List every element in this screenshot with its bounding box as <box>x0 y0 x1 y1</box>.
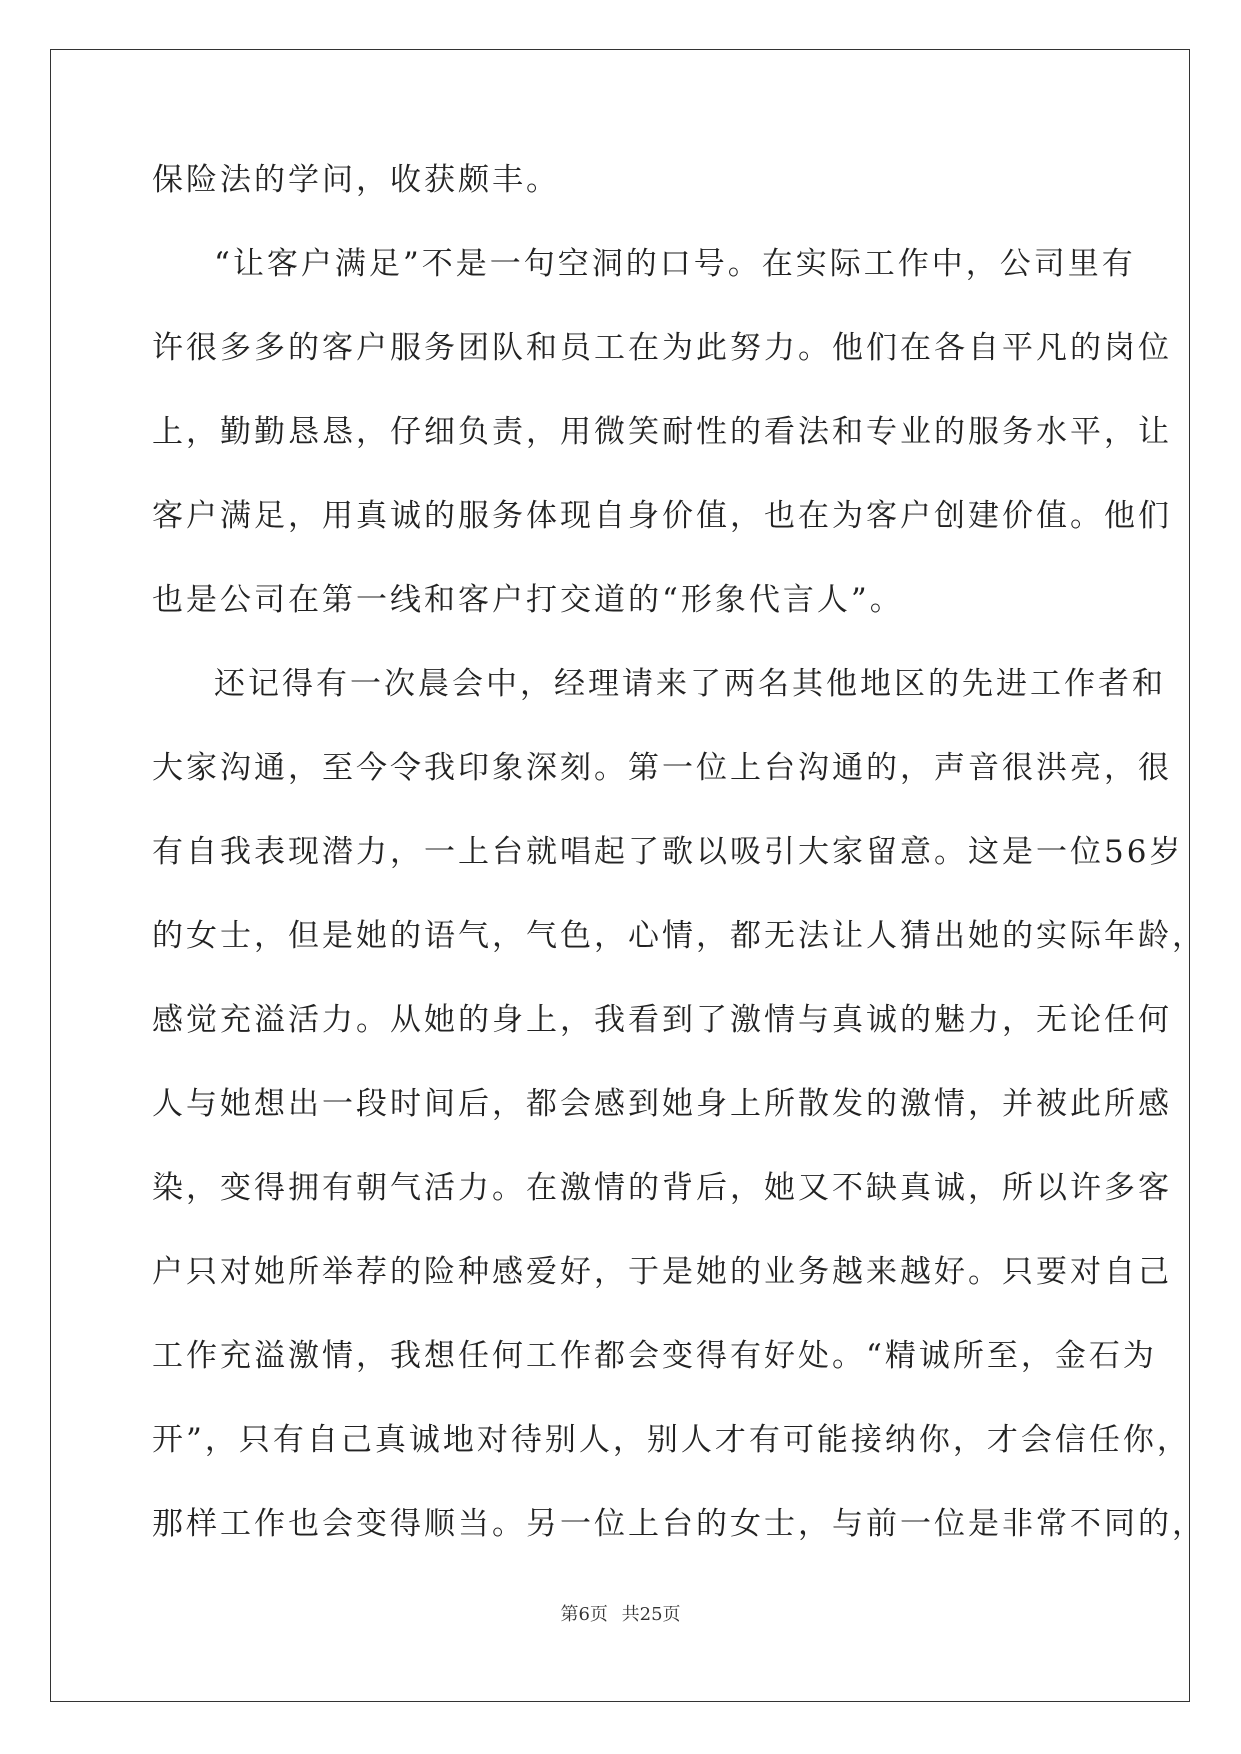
text-line: 的女士，但是她的语气，气色，心情，都无法让人猜出她的实际年龄， <box>152 918 1206 954</box>
page-number: 第6页 <box>560 1604 608 1625</box>
text-line: 也是公司在第一线和客户打交道的“形象代言人”。 <box>152 582 904 618</box>
text-line: 大家沟通，至今令我印象深刻。第一位上台沟通的，声音很洪亮，很 <box>152 750 1172 786</box>
text-line: 染，变得拥有朝气活力。在激情的背后，她又不缺真诚，所以许多客 <box>152 1170 1172 1206</box>
text-line: 开”，只有自己真诚地对待别人，别人才有可能接纳你，才会信任你， <box>152 1422 1191 1458</box>
page-footer <box>0 1600 1241 1626</box>
text-line: “让客户满足”不是一句空洞的口号。在实际工作中，公司里有 <box>214 246 1136 282</box>
text-line: 还记得有一次晨会中，经理请来了两名其他地区的先进工作者和 <box>214 666 1166 702</box>
text-line: 工作充溢激情，我想任何工作都会变得有好处。“精诚所至，金石为 <box>152 1338 1157 1374</box>
text-line: 户只对她所举荐的险种感爱好，于是她的业务越来越好。只要对自己 <box>152 1254 1172 1290</box>
document-body <box>152 150 1206 1578</box>
text-line: 保险法的学问，收获颇丰。 <box>152 162 560 198</box>
page-total: 共25页 <box>621 1604 681 1625</box>
text-line: 有自我表现潜力，一上台就唱起了歌以吸引大家留意。这是一位56岁 <box>152 834 1184 870</box>
text-line: 许很多多的客户服务团队和员工在为此努力。他们在各自平凡的岗位 <box>152 330 1172 366</box>
text-line: 上，勤勤恳恳，仔细负责，用微笑耐性的看法和专业的服务水平，让 <box>152 414 1172 450</box>
text-line: 感觉充溢活力。从她的身上，我看到了激情与真诚的魅力，无论任何 <box>152 1002 1172 1038</box>
text-line: 那样工作也会变得顺当。另一位上台的女士，与前一位是非常不同的， <box>152 1506 1206 1542</box>
text-line: 人与她想出一段时间后，都会感到她身上所散发的激情，并被此所感 <box>152 1086 1172 1122</box>
text-line: 客户满足，用真诚的服务体现自身价值，也在为客户创建价值。他们 <box>152 498 1172 534</box>
